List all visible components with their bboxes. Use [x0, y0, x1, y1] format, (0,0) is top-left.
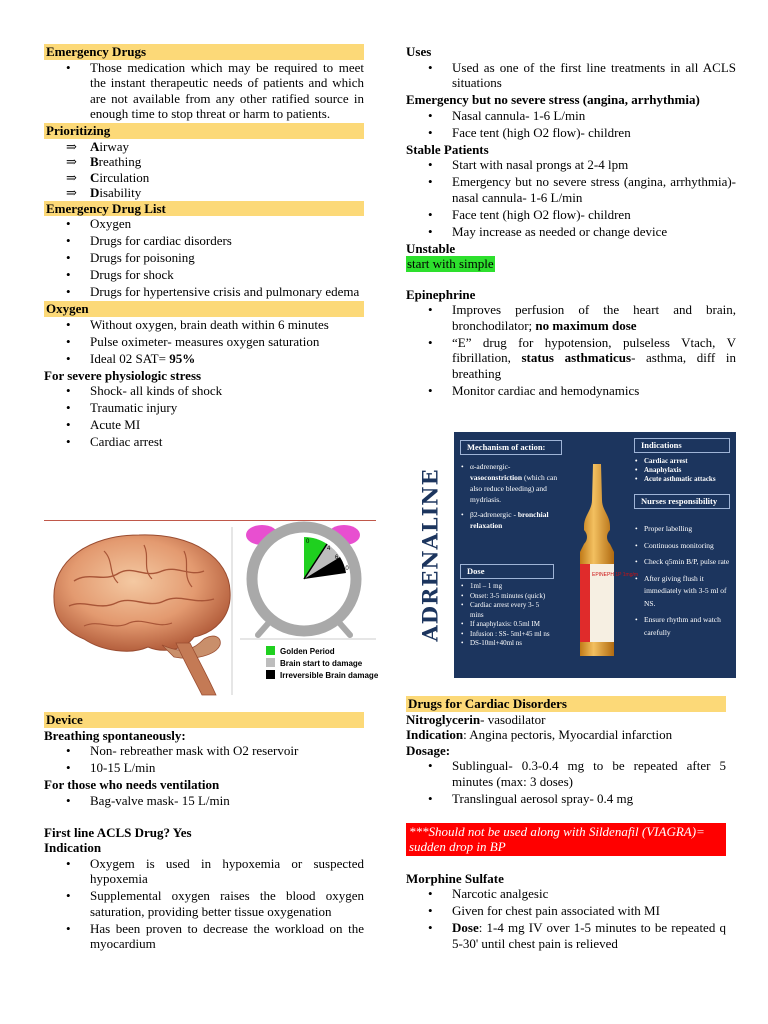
- list-prioritizing: [44, 139, 364, 201]
- highlight-start-simple: start with simple: [407, 256, 494, 271]
- list-item: • Pulse oximeter- measures oxygen saturation: [44, 334, 364, 350]
- list-item: ⇒ Circulation: [44, 170, 364, 186]
- subheading-indication: Indication: [44, 840, 102, 855]
- legend-golden-period: Golden Period: [280, 647, 335, 656]
- list-item: • Nasal cannula- 1-6 L/min: [406, 108, 736, 124]
- list-item: • After giving flush it immediately with 3-5 ml of NS.: [634, 573, 730, 611]
- list-item: • May increase as needed or change device: [406, 224, 736, 240]
- list-item: • Narcotic analgesic: [406, 886, 726, 902]
- legend-swatch-damage: [266, 658, 275, 667]
- list-item: • Oxygen: [44, 216, 364, 232]
- list-indication: [44, 856, 364, 952]
- list-item: • Onset: 3-5 minutes (quick): [460, 592, 554, 602]
- list-item: • Sublingual- 0.3-0.4 mg to be repeated after 5 minutes (max: 3 doses): [406, 758, 726, 789]
- list-spontaneous: [44, 743, 364, 776]
- svg-text:0: 0: [306, 539, 310, 545]
- legend-irreversible-damage: Irreversible Brain damage: [280, 671, 379, 680]
- list-item: • “E” drug for hypotension, pulseless Vtach, V fibrillation, status asthmaticus- asthma, diff in breathing: [406, 335, 736, 382]
- list-item: • 1ml – 1 mg: [460, 582, 554, 592]
- list-item: • Cardiac arrest: [634, 457, 730, 466]
- svg-text:6: 6: [335, 555, 339, 561]
- list-item: • Translingual aerosol spray- 0.4 mg: [406, 791, 726, 807]
- heading-prioritizing: Prioritizing: [44, 123, 364, 139]
- heading-drug-list: Emergency Drug List: [44, 201, 364, 217]
- list-item: • Shock- all kinds of shock: [44, 383, 364, 399]
- svg-text:10: 10: [342, 566, 349, 572]
- subheading-morphine: Morphine Sulfate: [406, 870, 504, 886]
- list-item: ⇒ Airway: [44, 139, 364, 155]
- list-item: • Drugs for poisoning: [44, 250, 364, 266]
- right-column: [406, 44, 736, 400]
- list-item: • If anaphylaxis: 0.5ml IM: [460, 620, 554, 630]
- list-item: • β2-adrenergic - bronchial relaxation: [460, 509, 562, 531]
- subheading-physiologic-stress: For severe physiologic stress: [44, 367, 202, 383]
- adrenaline-vertical-title: ADRENALINE: [417, 468, 443, 642]
- right-column-bottom: Drugs for Cardiac Disorders Nitroglycerin- vasodilator Indication: Angina pectoris, Myocardial infarction Dosage: • Sublingual- 0.3-0.4 mg to be repeated after 5 minutes (max: 3 doses) • Translingual aerosol spray- 0.4 mg ***Should not be used along with Sildenafil (VIAGRA)= sudden drop in BP Morphine Sulfate • Narcotic analgesic • Given for chest pain associated with MI • Dose: 1-4 mg IV over 1-5 minutes to be repeated q 5-30' until chest pain is relieved: [406, 696, 726, 953]
- list-stable-patients: [406, 157, 736, 239]
- list-emergency-no-stress: [406, 108, 736, 141]
- list-item: • 10-15 L/min: [44, 760, 364, 776]
- list-item: • Without oxygen, brain death within 6 minutes: [44, 317, 364, 333]
- svg-text:4: 4: [327, 546, 331, 552]
- brain-clock-figure: [44, 520, 379, 695]
- left-column-bottom: [44, 712, 364, 953]
- subheading-emergency-no-stress: Emergency but no severe stress (angina, arrhythmia): [406, 92, 700, 107]
- heading-cardiac-drugs: Drugs for Cardiac Disorders: [406, 696, 726, 712]
- list-item: • Those medication which may be required to meet the instant therapeutic needs of patients and which are not available from any other ratified source in enough time to stop threat or harm to patients.: [44, 60, 364, 122]
- list-oxygen: [44, 317, 364, 367]
- list-dosage: [406, 758, 726, 806]
- list-item: • Drugs for hypertensive crisis and pulmonary edema: [44, 284, 364, 300]
- list-item: • Has been proven to decrease the workload on the myocardium: [44, 921, 364, 952]
- legend-swatch-irreversible: [266, 670, 275, 679]
- list-item: • Emergency but no severe stress (angina, arrhythmia)- nasal cannula- 1-6 L/min: [406, 174, 736, 205]
- list-item: • Face tent (high O2 flow)- children: [406, 207, 736, 223]
- ampoule-icon: [566, 460, 639, 660]
- list-item: ⇒ Disability: [44, 185, 364, 201]
- list-item: ⇒ Breathing: [44, 154, 364, 170]
- list-ventilation: [44, 793, 364, 809]
- list-item: • Acute asthmatic attacks: [634, 475, 730, 484]
- list-item: • Check q5min B/P, pulse rate: [634, 556, 730, 569]
- list-item: • Drugs for cardiac disorders: [44, 233, 364, 249]
- list-item: • Ensure rhythm and watch carefully: [634, 614, 730, 639]
- list-item: • Given for chest pain associated with MI: [406, 903, 726, 919]
- legend-swatch-golden: [266, 646, 275, 655]
- adrenaline-infographic: [406, 432, 736, 678]
- mechanism-panel: Mechanism of action: • α-adrenergic- vasoconstriction (which can also reduce bleeding) and mydriasis. • β2-adrenergic - bronchial relaxation: [460, 440, 562, 531]
- subheading-epinephrine: Epinephrine: [406, 286, 476, 302]
- list-item: • Face tent (high O2 flow)- children: [406, 125, 736, 141]
- list-item: • Improves perfusion of the heart and brain, bronchodilator; no maximum dose: [406, 302, 736, 333]
- list-emergency-drugs: [44, 60, 364, 122]
- subheading-unstable: Unstable: [406, 240, 456, 256]
- subheading-dosage: Dosage:: [406, 742, 451, 758]
- list-item: • Proper labelling: [634, 523, 730, 536]
- list-physiologic-stress: [44, 383, 364, 450]
- left-column: [44, 44, 364, 451]
- list-item: • Cardiac arrest every 3- 5 mins: [460, 601, 554, 620]
- heading-emergency-drugs: Emergency Drugs: [44, 44, 364, 60]
- list-item: • Continuous monitoring: [634, 540, 730, 553]
- list-item: • Monitor cardiac and hemodynamics: [406, 383, 736, 399]
- list-item: • Oxygem is used in hypoxemia or suspected hypoxemia: [44, 856, 364, 887]
- brain-illustration: [44, 521, 379, 695]
- list-item: • Cardiac arrest: [44, 434, 364, 450]
- dose-panel: Dose • 1ml – 1 mg • Onset: 3-5 minutes (quick) • Cardiac arrest every 3- 5 mins • If anaphylaxis: 0.5ml IM • Infusion : SS- 5ml+45 ml ns • DS-10ml+40ml ns: [460, 564, 554, 649]
- nurses-panel: Nurses responsibility • Proper labelling • Continuous monitoring • Check q5min B/P, pulse rate • After giving flush it immediately with 3-5 ml of NS. • Ensure rhythm and watch carefully: [634, 494, 730, 639]
- list-uses: [406, 60, 736, 91]
- list-item: • Start with nasal prongs at 2-4 lpm: [406, 157, 736, 173]
- list-drug-list: [44, 216, 364, 300]
- subheading-stable-patients: Stable Patients: [406, 141, 489, 157]
- list-item: • Drugs for shock: [44, 267, 364, 283]
- viagra-warning: ***Should not be used along with Sildenafil (VIAGRA)= sudden drop in BP: [406, 823, 726, 856]
- list-item: • DS-10ml+40ml ns: [460, 639, 554, 649]
- indications-panel: Indications • Cardiac arrest • Anaphylaxis • Acute asthmatic attacks: [634, 438, 730, 484]
- list-item: • Infusion : SS- 5ml+45 ml ns: [460, 630, 554, 640]
- list-item: • Traumatic injury: [44, 400, 364, 416]
- list-item: • Ideal 02 SAT= 95%: [44, 351, 364, 367]
- list-morphine: [406, 886, 726, 951]
- list-item: • Acute MI: [44, 417, 364, 433]
- heading-device: Device: [44, 712, 364, 728]
- subheading-uses: Uses: [406, 44, 432, 59]
- legend-brain-damage-start: Brain start to damage: [280, 659, 363, 668]
- list-item: • α-adrenergic- vasoconstriction (which can also reduce bleeding) and mydriasis.: [460, 461, 562, 505]
- list-item: • Used as one of the first line treatments in all ACLS situations: [406, 60, 736, 91]
- subheading-breathing-spontaneously: Breathing spontaneously:: [44, 727, 186, 743]
- list-item: • Non- rebreather mask with O2 reservoir: [44, 743, 364, 759]
- list-item: • Dose: 1-4 mg IV over 1-5 minutes to be repeated q 5-30' until chest pain is relieved: [406, 920, 726, 951]
- subheading-acls: First line ACLS Drug? Yes: [44, 824, 192, 840]
- list-item: • Anaphylaxis: [634, 466, 730, 475]
- list-epinephrine: [406, 302, 736, 398]
- heading-oxygen: Oxygen: [44, 301, 364, 317]
- list-item: • Supplemental oxygen raises the blood oxygen saturation, providing better tissue oxygenation: [44, 888, 364, 919]
- subheading-ventilation: For those who needs ventilation: [44, 777, 220, 792]
- svg-text:EPINEPH 1P 1mg/m: EPINEPH 1P 1mg/m: [592, 572, 639, 578]
- list-item: • Bag-valve mask- 15 L/min: [44, 793, 364, 809]
